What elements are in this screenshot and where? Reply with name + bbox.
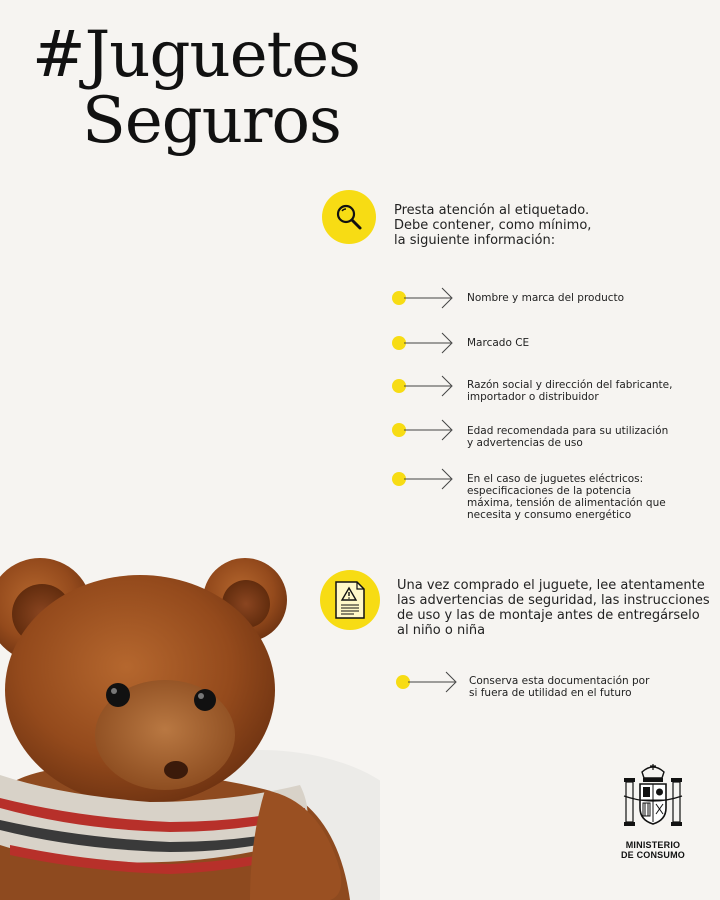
arrow-right-icon <box>404 418 454 442</box>
teddy-bear-image <box>0 540 380 900</box>
list-item-line: Marcado CE <box>467 337 530 349</box>
section1-intro-line: la siguiente información: <box>394 233 556 248</box>
list-item-line: Edad recomendada para su utilización <box>467 425 669 437</box>
arrow-right-icon <box>408 670 458 694</box>
section2-intro-line: las advertencias de seguridad, las instrucciones <box>397 593 710 608</box>
list-item-line: Conserva esta documentación por <box>469 675 650 687</box>
coat-of-arms-icon <box>622 762 684 832</box>
arrow-right-icon <box>404 331 454 355</box>
arrow-right-icon <box>404 467 454 491</box>
list-item-line: si fuera de utilidad en el futuro <box>469 687 632 699</box>
arrow-right-icon <box>404 374 454 398</box>
section1-intro-line: Presta atención al etiquetado. <box>394 203 590 218</box>
title-line-1: #Juguetes <box>32 18 360 92</box>
list-item-text <box>467 292 707 304</box>
section2-intro <box>397 578 710 638</box>
logo-text <box>608 840 698 860</box>
arrow-right-icon <box>404 286 454 310</box>
ministry-logo <box>608 762 698 860</box>
section2-intro-line: al niño o niña <box>397 623 486 638</box>
section2-intro-line: de uso y las de montaje antes de entregárselo <box>397 608 700 623</box>
list-item-text <box>467 379 707 403</box>
list-item-text <box>467 337 707 349</box>
logo-text-line: MINISTERIO <box>625 840 681 850</box>
list-item-line: y advertencias de uso <box>467 437 583 449</box>
list-item-line: especificaciones de la potencia <box>467 485 632 497</box>
list-item-line: necesita y consumo energético <box>467 509 632 521</box>
list-item-text <box>467 425 707 449</box>
title-line-2: Seguros <box>82 84 341 158</box>
section2-intro-line: Una vez comprado el juguete, lee atentamente <box>397 578 705 593</box>
page-title <box>32 18 360 158</box>
list-item-line: máxima, tensión de alimentación que <box>467 497 666 509</box>
section1-intro-line: Debe contener, como mínimo, <box>394 218 592 233</box>
list-item-line: importador o distribuidor <box>467 391 599 403</box>
list-item-line: Razón social y dirección del fabricante, <box>467 379 673 391</box>
list-item-line: Nombre y marca del producto <box>467 292 625 304</box>
section1-intro <box>394 203 591 248</box>
list-item-text <box>469 675 709 699</box>
list-item-line: En el caso de juguetes eléctricos: <box>467 473 644 485</box>
logo-text-line: DE CONSUMO <box>620 850 685 860</box>
list-item-text <box>467 473 707 521</box>
magnifier-icon <box>322 190 376 244</box>
